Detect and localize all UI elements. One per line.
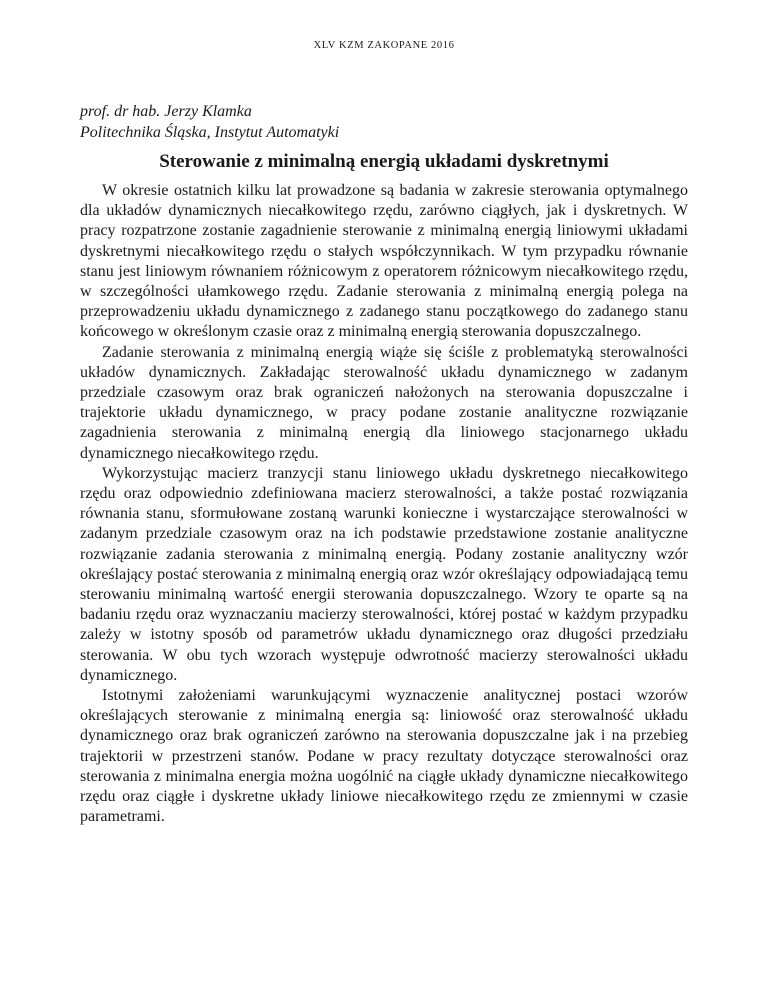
article-body [80, 181, 688, 828]
author-name: prof. dr hab. Jerzy Klamka [80, 103, 252, 120]
paragraph-2: Zadanie sterowania z minimalną energią wiąże się ściśle z problematyką sterowalności układów dynamicznych. Zakładając sterowalność układu dynamicznego w zadanym przedziale czasowym oraz brak ograniczeń nałożonych na sterowania dopuszczalne i trajektorie układu dynamicznego, w pracy podane zostanie analityczne rozwiązanie zagadnienia sterowania z minimalną energią dla liniowego stacjonarnego układu dynamicznego niecałkowitego rzędu. [80, 343, 688, 462]
article-title: Sterowanie z minimalną energią układami dyskretnymi [159, 151, 609, 172]
author-affiliation: Politechnika Śląska, Instytut Automatyki [80, 124, 340, 141]
running-header: XLV KZM ZAKOPANE 2016 [313, 40, 455, 51]
paragraph-4: Istotnymi założeniami warunkującymi wyznaczenie analitycznej postaci wzorów określających sterowanie z minimalną energia są: liniowość oraz sterowalność układu dynamicznego oraz brak ograniczeń zarówno na sterowania dopuszczalne jak i na przebieg trajektorii w przestrzeni stanów. Podane w pracy rezultaty dotyczące sterowalności oraz sterowania z minimalna energia można uogólnić na ciągłe układy dynamiczne niecałkowitego rzędu oraz ciągłe i dyskretne układy liniowe niecałkowitego rzędu ze zmiennymi w czasie parametrami. [80, 687, 688, 826]
paragraph-3: Wykorzystując macierz tranzycji stanu liniowego układu dyskretnego niecałkowitego rzędu oraz odpowiednio zdefiniowana macierz sterowalności, a także postać rozwiązania równania stanu, sformułowane zostaną warunki konieczne i wystarczające sterowalności w zadanym przedziale czasowym oraz na ich podstawie przedstawione zostanie analityczne rozwiązanie zadania sterowania z minimalną energią. Podany zostanie analityczny wzór określający postać sterowania z minimalną energią oraz wzór określający odpowiadającą temu sterowaniu minimalną wartość energii sterowania dopuszczalnego. Wzory te oparte są na badaniu rzędu oraz wyznaczaniu macierzy sterowalności, której postać w każdym przypadku zależy w istotny sposób od parametrów układu dynamicznego oraz długości przedziału sterowania. W obu tych wzorach występuje odwrotność macierzy sterowalności układu dynamicznego. [80, 464, 688, 684]
author-block [80, 101, 688, 143]
paragraph-1: W okresie ostatnich kilku lat prowadzone są badania w zakresie sterowania optymalnego dla układów dynamicznych niecałkowitego rzędu, zarówno ciągłych, jak i dyskretnych. W pracy rozpatrzone zostanie zagadnienie sterowanie z minimalną energią liniowymi układami dyskretnymi niecałkowitego rzędu o stałych współczynnikach. W tym przypadku równanie stanu jest liniowym równaniem różnicowym z operatorem różnicowym niecałkowitego rzędu, w szczególności ułamkowego rzędu. Zadanie sterowania z minimalną energią polega na przeprowadzeniu układu dynamicznego z zadanego stanu początkowego do zadanego stanu końcowego w określonym czasie oraz z minimalną energią sterowania dopuszczalnego. [80, 182, 688, 341]
